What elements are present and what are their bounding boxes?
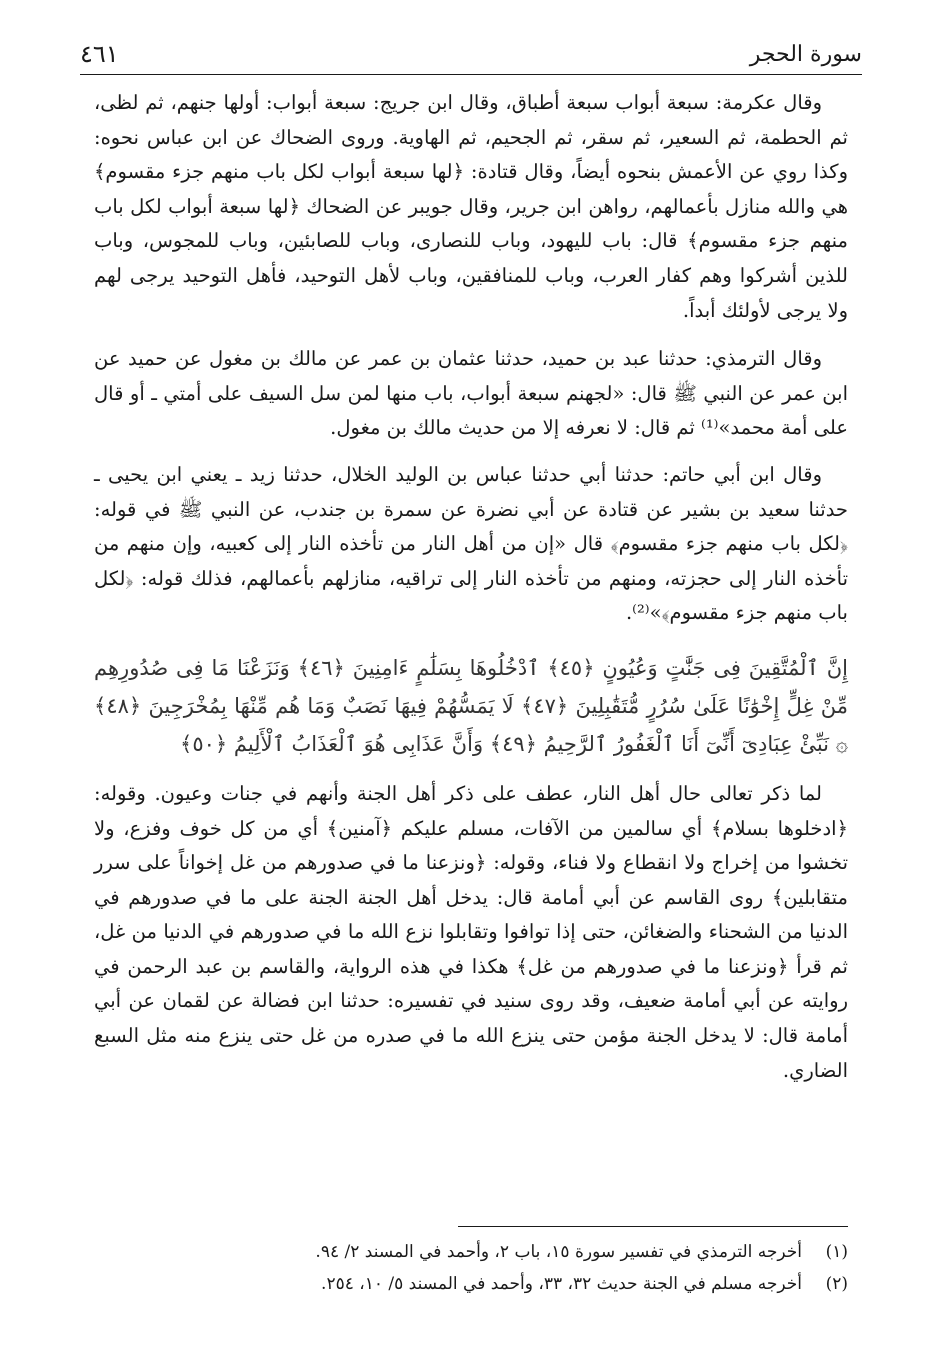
page-body xyxy=(94,86,848,1100)
quran-verses: إِنَّ ٱلْمُتَّقِينَ فِى جَنَّٰتٍ وَعُيُونٍ ﴿٤٥﴾ ٱدْخُلُوهَا بِسَلَٰمٍ ءَامِنِينَ ﴿٤٦﴾ وَنَزَعْنَا مَا فِى صُدُورِهِم مِّنْ غِلٍّ إِخْوَٰنًا عَلَىٰ سُرُرٍ مُّتَقَٰبِلِينَ ﴿٤٧﴾ لَا يَمَسُّهُمْ فِيهَا نَصَبٌ وَمَا هُم مِّنْهَا بِمُخْرَجِينَ ﴿٤٨﴾ ۞ نَبِّئْ عِبَادِىٓ أَنِّىٓ أَنَا ٱلْغَفُورُ ٱلرَّحِيمُ ﴿٤٩﴾ وَأَنَّ عَذَابِى هُوَ ٱلْعَذَابُ ٱلْأَلِيمُ ﴿٥٠﴾ xyxy=(94,655,848,756)
footnote-item xyxy=(94,1268,848,1300)
page-number: ٤٦١ xyxy=(80,40,119,68)
page-header xyxy=(80,38,862,75)
paragraph-tirmidhi: وقال الترمذي: حدثنا عبد بن حميد، حدثنا عثمان بن عمر عن مالك بن مغول عن حميد عن ابن عمر عن النبي ﷺ قال: «لجهنم سبعة أبواب، باب منها لمن سل السيف على أمتي ـ أو قال على أمة محمد»⁽¹⁾ ثم قال: لا نعرفه إلا من حديث مالك بن مغول. xyxy=(94,347,848,440)
footnote-text: أخرجه مسلم في الجنة حديث ٣٢، ٣٣، وأحمد في المسند ٥/ ١٠، ٢٥٤. xyxy=(321,1274,802,1294)
footnote-text: أخرجه الترمذي في تفسير سورة ١٥، باب ٢، وأحمد في المسند ٢/ ٩٤. xyxy=(315,1242,802,1262)
paragraph-ibn-abi-hatim: وقال ابن أبي حاتم: حدثنا أبي حدثنا عباس بن الوليد الخلال، حدثنا زيد ـ يعني ابن يحيى ـ حدثنا سعيد بن بشير عن قتادة عن أبي نضرة عن سمرة بن جندب، عن النبي ﷺ في قوله: ﴿لكل باب منهم جزء مقسوم﴾ قال «إن من أهل النار من تأخذه النار إلى كعبيه، وإن منهم من تأخذه النار إلى حجزته، ومنهم من تأخذه النار إلى تراقيه، منازلهم بأعمالهم، فذلك قوله: ﴿لكل باب منهم جزء مقسوم﴾»⁽²⁾. xyxy=(94,462,848,625)
footnote-divider xyxy=(458,1226,848,1227)
surah-title: سورة الحجر xyxy=(749,42,862,67)
footnote-number: (١) xyxy=(825,1242,848,1262)
footnote-item xyxy=(94,1236,848,1268)
paragraph-ikrimah: وقال عكرمة: سبعة أبواب سبعة أطباق، وقال ابن جريج: سبعة أبواب: أولها جنهم، ثم لظى، ثم الحطمة، ثم السعير، ثم سقر، ثم الجحيم، ثم الهاوية. وروى الضحاك عن ابن عباس نحوه: وكذا روي عن الأعمش بنحوه أيضاً، وقال قتادة: ﴿لها سبعة أبواب لكل باب منهم جزء مقسوم﴾ هي والله منازل بأعمالهم، رواهن ابن جرير، وقال جويبر عن الضحاك ﴿لها سبعة أبواب لكل باب منهم جزء مقسوم﴾ قال: باب لليهود، وباب للنصارى، وباب للصابئين، وباب للمجوس، وباب للذين أشركوا وهم كفار العرب، وباب للمنافقين، وباب لأهل التوحيد، فأهل التوحيد يرجى لهم ولا يرجى لأولئك أبداً. xyxy=(94,91,848,322)
footnotes xyxy=(94,1236,848,1300)
footnote-number: (٢) xyxy=(825,1274,848,1294)
paragraph-commentary: لما ذكر تعالى حال أهل النار، عطف على ذكر أهل الجنة وأنهم في جنات وعيون. وقوله: ﴿ادخلوها بسلام﴾ أي سالمين من الآفات، مسلم عليكم ﴿آمنين﴾ أي من كل خوف وفزع، ولا تخشوا من إخراج ولا انقطاع ولا فناء، وقوله: ﴿ونزعنا ما في صدورهم من غل إخواناً على سرر متقابلين﴾ روى القاسم عن أبي أمامة قال: يدخل أهل الجنة الجنة على ما في صدورهم في الدنيا من الشحناء والضغائن، حتى إذا توافوا وتقابلوا نزع الله ما في صدورهم في الدنيا من غل، ثم قرأ ﴿ونزعنا ما في صدورهم من غل﴾ هكذا في هذه الرواية، والقاسم بن عبد الرحمن في روايته عن أبي أمامة ضعيف، وقد روى سنيد في تفسيره: حدثنا ابن فضالة عن لقمان عن أبي أمامة قال: لا يدخل الجنة مؤمن حتى ينزع الله ما في صدره من غل حتى ينزع منه مثل السبع الضاري. xyxy=(94,781,848,1082)
